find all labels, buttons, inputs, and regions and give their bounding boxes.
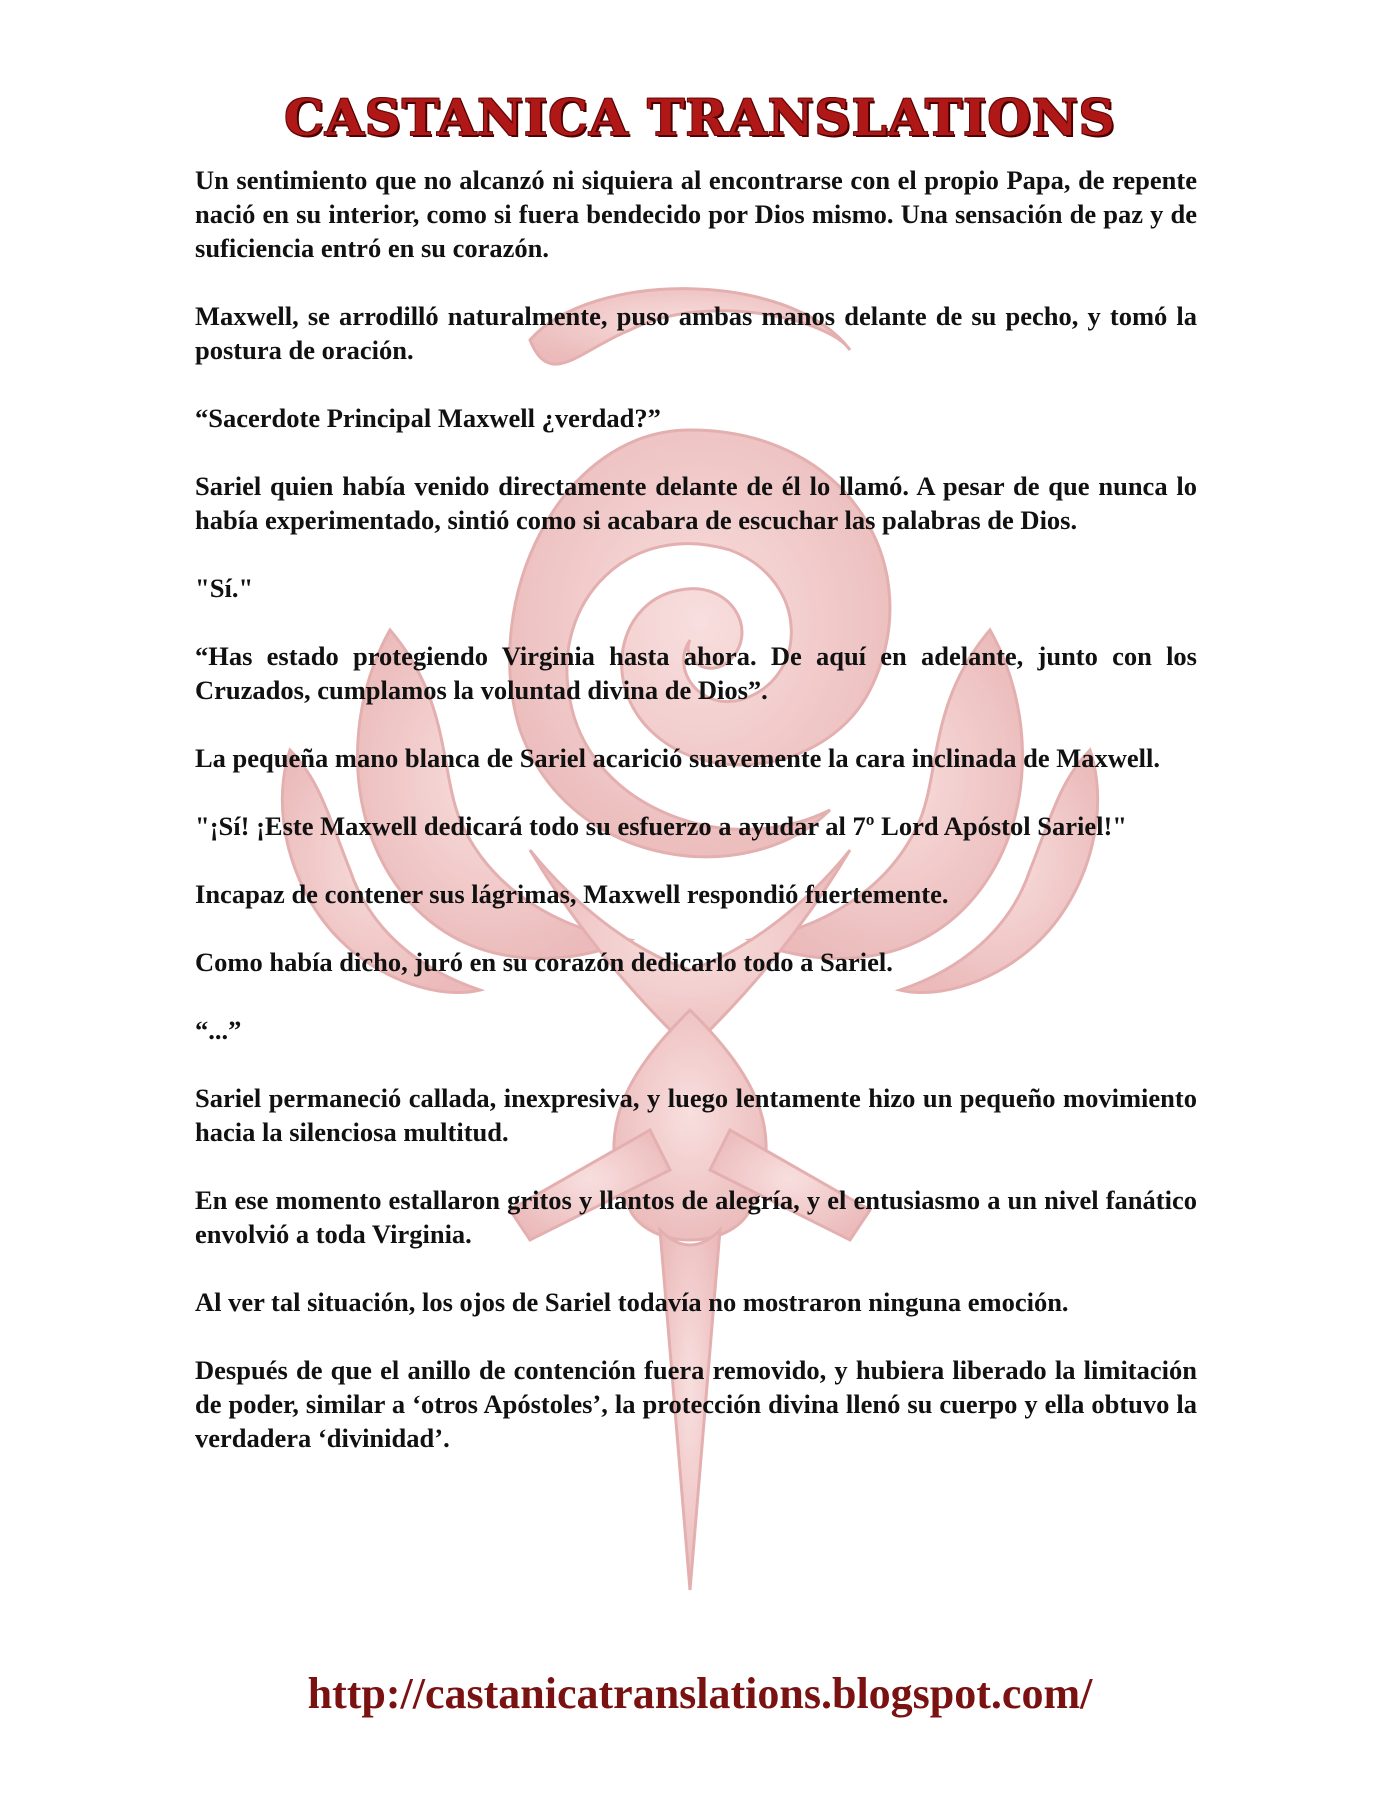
- paragraph: Sariel quien había venido directamente delante de él lo llamó. A pesar de que nunca lo había experimentado, sintió como si acabara de escuchar las palabras de Dios.: [195, 471, 1197, 535]
- paragraph: “Has estado protegiendo Virginia hasta ahora. De aquí en adelante, junto con los Cruzados, cumplamos la voluntad divina de Dios”.: [195, 641, 1197, 705]
- paragraph: “...”: [195, 1015, 242, 1045]
- page-header-title: CASTANICA TRANSLATIONS: [284, 88, 1116, 147]
- paragraph: Al ver tal situación, los ojos de Sariel todavía no mostraron ninguna emoción.: [195, 1287, 1069, 1317]
- paragraph: Incapaz de contener sus lágrimas, Maxwell respondió fuertemente.: [195, 879, 949, 909]
- document-body: [195, 163, 1197, 1489]
- paragraph: Un sentimiento que no alcanzó ni siquiera al encontrarse con el propio Papa, de repente nació en su interior, como si fuera bendecido por Dios mismo. Una sensación de paz y de suficiencia entró en su corazón.: [195, 165, 1197, 263]
- paragraph: Después de que el anillo de contención fuera removido, y hubiera liberado la limitación de poder, similar a ‘otros Apóstoles’, la protección divina llenó su cuerpo y ella obtuvo la verdadera ‘divinidad’.: [195, 1355, 1197, 1453]
- paragraph: "Sí.": [195, 573, 254, 603]
- paragraph: “Sacerdote Principal Maxwell ¿verdad?”: [195, 403, 661, 433]
- paragraph: En ese momento estallaron gritos y llantos de alegría, y el entusiasmo a un nivel fanático envolvió a toda Virginia.: [195, 1185, 1197, 1249]
- paragraph: La pequeña mano blanca de Sariel acarició suavemente la cara inclinada de Maxwell.: [195, 743, 1160, 773]
- paragraph: Maxwell, se arrodilló naturalmente, puso ambas manos delante de su pecho, y tomó la postura de oración.: [195, 301, 1197, 365]
- paragraph: "¡Sí! ¡Este Maxwell dedicará todo su esfuerzo a ayudar al 7º Lord Apóstol Sariel!": [195, 811, 1128, 841]
- paragraph: Como había dicho, juró en su corazón dedicarlo todo a Sariel.: [195, 947, 893, 977]
- paragraph: Sariel permaneció callada, inexpresiva, y luego lentamente hizo un pequeño movimiento hacia la silenciosa multitud.: [195, 1083, 1197, 1147]
- footer-blog-url[interactable]: http://castanicatranslations.blogspot.com/: [307, 1669, 1093, 1718]
